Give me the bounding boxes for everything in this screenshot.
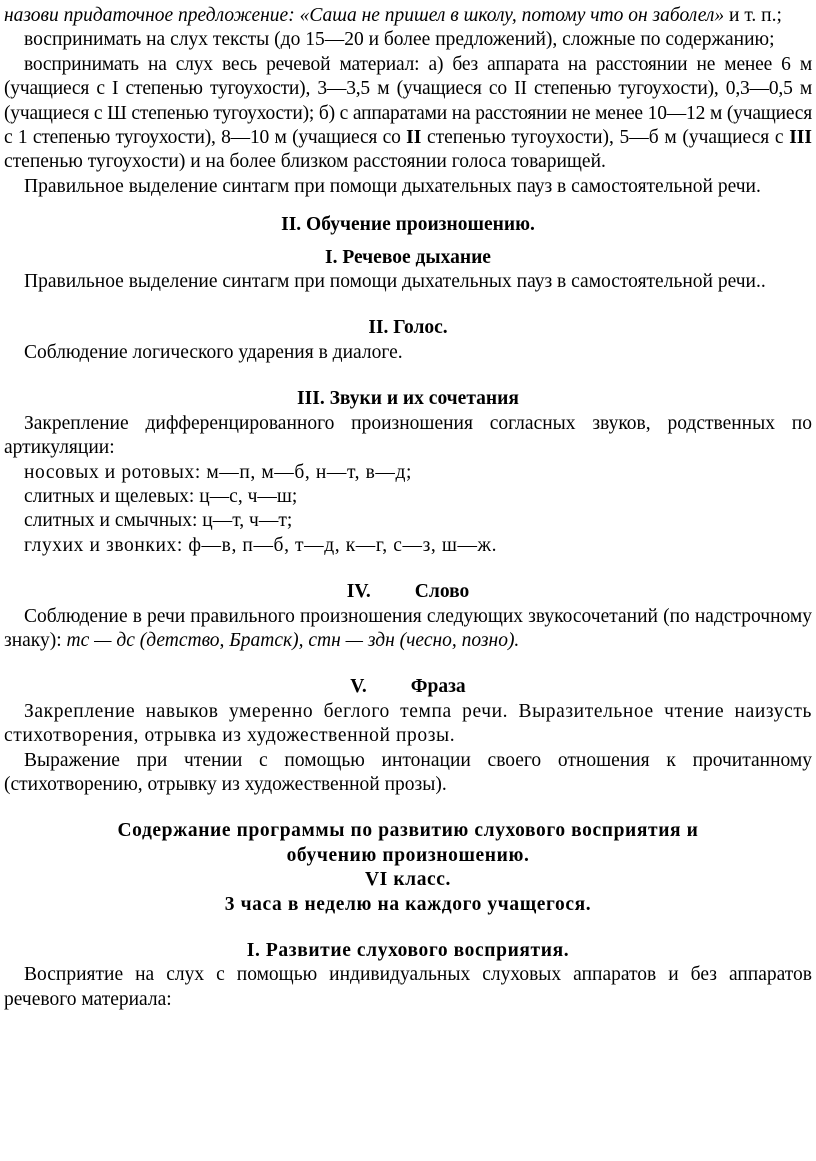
degree-roman-iii: III: [789, 127, 812, 149]
word-italic-examples: тс — дс (детство, Братск), стн — здн (чесно, позно).: [66, 629, 520, 651]
speech-material-text-a: воспринимать на слух весь речевой материал: а) без аппарата на расстоянии не менее 6 м (учащиеся с I степенью тугоухости), 3—3,5 м (учащиеся со II степенью тугоухости), 0,3—0,5 м (учащиеся с Ш степенью тугоухости); б) с аппаратами на расстоянии не менее 10—12 м (учащиеся с 1 степенью тугоухости), 8—10 м (учащиеся со: [4, 53, 812, 149]
subheading-phrase-number: V.: [350, 676, 367, 698]
paragraph-breathing: Правильное выделение синтагм при помощи дыхательных пауз в самостоятельной речи..: [24, 271, 766, 293]
list-item: слитных и щелевых: ц—с, ч—ш;: [24, 485, 298, 507]
paragraph-phrase-tempo: Закрепление навыков умеренно беглого темпа речи. Выразительное чтение наизусть стихотворения, отрывка из художественной прозы.: [4, 700, 812, 747]
word-text: Соблюдение в речи правильного произношения следующих звукосочетаний (по надстрочному знаку):: [4, 605, 812, 651]
subheading-word-number: IV.: [346, 581, 371, 603]
list-item: слитных и смычных: ц—т, ч—т;: [24, 510, 293, 532]
speech-material-text-d: степенью тугоухости) и на более близком расстоянии голоса товарищей.: [4, 151, 606, 173]
speech-material-text-c: степенью тугоухости), 5—б м (учащиеся с: [421, 127, 790, 149]
subheading-phrase-title: Фраза: [410, 676, 466, 698]
section-heading-pronunciation: II. Обучение произношению.: [281, 214, 535, 236]
program-title-class: VI класс.: [364, 869, 452, 891]
paragraph-word: [4, 605, 812, 654]
paragraph-speech-material: [4, 53, 812, 175]
program-title-line-1: Содержание программы по развитию слухового восприятия и: [117, 820, 699, 842]
paragraph-auditory-perception: Восприятие на слух с помощью индивидуальных слуховых аппаратов и без аппаратов речевого материала:: [4, 964, 812, 1010]
list-item: носовых и ротовых: м—п, м—б, н—т, в—д;: [24, 461, 413, 483]
subheading-word-title: Слово: [414, 581, 470, 603]
subheading-auditory-perception: I. Развитие слухового восприятия.: [246, 940, 570, 961]
subheading-word: [4, 580, 812, 604]
program-title-line-2: обучению произношению.: [286, 844, 530, 866]
paragraph-texts-listening: воспринимать на слух тексты (до 15—20 и более предложений), сложные по содержанию;: [24, 29, 775, 51]
subheading-speech-breathing: I. Речевое дыхание: [325, 246, 491, 268]
intro-tail-text: и т. п.;: [724, 5, 782, 26]
degree-roman-ii: II: [406, 127, 422, 149]
paragraph-phrase-intonation: Выражение при чтении с помощью интонации своего отношения к прочитанному (стихотворению, отрывку из художественной прозы).: [4, 749, 812, 795]
paragraph-sounds: Закрепление дифференцированного произношения согласных звуков, родственных по артикуляции:: [4, 412, 812, 459]
program-title-hours: 3 часа в неделю на каждого учащегося.: [224, 893, 592, 915]
subheading-phrase: [4, 675, 812, 699]
intro-paragraph: [4, 4, 812, 28]
paragraph-syntagm: Правильное выделение синтагм при помощи дыхательных пауз в самостоятельной речи.: [24, 175, 761, 197]
list-item: глухих и звонких: ф—в, п—б, т—д, к—г, с—з, ш—ж.: [24, 534, 498, 556]
subheading-voice: II. Голос.: [368, 317, 448, 339]
paragraph-voice: Соблюдение логического ударения в диалоге.: [24, 341, 403, 363]
subheading-sounds: III. Звуки и их сочетания: [297, 388, 519, 410]
intro-italic-text: назови придаточное предложение: «Саша не пришел в школу, потому что он заболел»: [4, 5, 725, 26]
